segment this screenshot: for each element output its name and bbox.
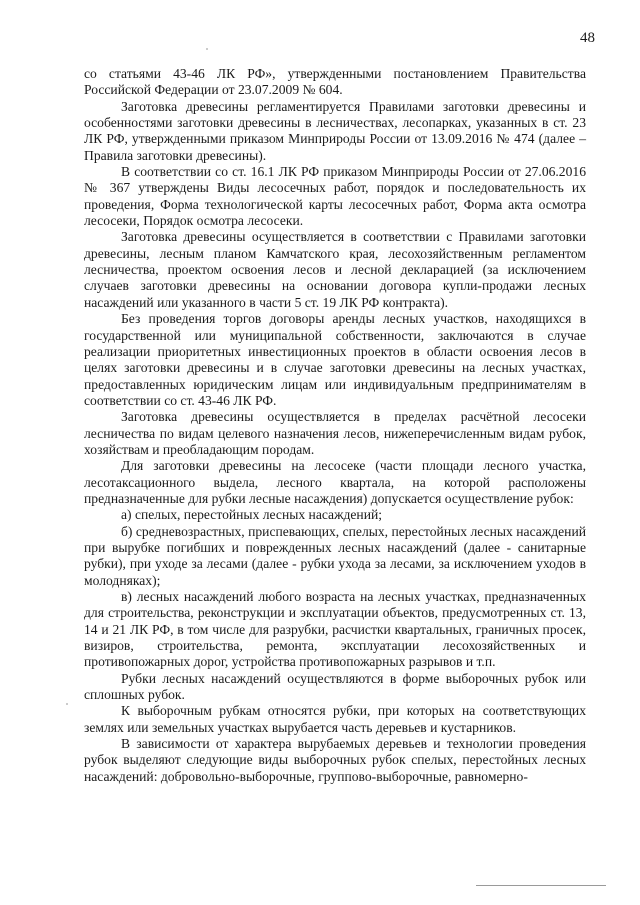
paragraph: Рубки лесных насаждений осуществляются в форме выборочных рубок или сплошных рубок. <box>84 670 586 703</box>
document-body <box>84 66 586 785</box>
list-item: в) лесных насаждений любого возраста на лесных участках, предназначенных для строительства, реконструкции и эксплуатации объектов, предусмотренных ст. 13, 14 и 21 ЛК РФ, в том числе для разрубки, расчистки квартальных, граничных просек, визиров, строительства, ремонта, эксплуатации лесохозяйственных и противопожарных дорог, устройства противопожарных разрывов и т.п. <box>84 589 586 670</box>
scan-speck <box>206 48 208 50</box>
paragraph: Заготовка древесины регламентируется Правилами заготовки древесины и особенностями заготовки древесины в лесничествах, лесопарках, указанных в ст. 23 ЛК РФ, утвержденными приказом Минприроды России от 13.09.2016 № 474 (далее – Правила заготовки древесины). <box>84 98 586 163</box>
paragraph: Заготовка древесины осуществляется в соответствии с Правилами заготовки древесины, лесным планом Камчатского края, лесохозяйственным регламентом лесничества, проектом освоения лесов и лесной декларацией (за исключением случаев заготовки древесины на основании договора купли-продажи лесных насаждений или указанного в части 5 ст. 19 ЛК РФ контракта). <box>84 229 586 310</box>
scan-speck <box>66 703 68 705</box>
page-number: 48 <box>580 30 595 46</box>
paragraph: со статьями 43-46 ЛК РФ», утвержденными постановлением Правительства Российской Федерации от 23.07.2009 № 604. <box>84 66 586 98</box>
paragraph: Без проведения торгов договоры аренды лесных участков, находящихся в государственной или муниципальной собственности, заключаются в случае реализации приоритетных инвестиционных проектов в области освоения лесов в целях заготовки древесины и в случае заготовки древесины на лесных участках, предоставленных юридическим лицам или индивидуальным предпринимателям в соответствии со ст. 43-46 ЛК РФ. <box>84 311 586 408</box>
footer-rule <box>476 885 606 886</box>
paragraph: В соответствии со ст. 16.1 ЛК РФ приказом Минприроды России от 27.06.2016 № 367 утверждены Виды лесосечных работ, порядок и последовательность их проведения, Форма технологической карты лесосечных работ, Форма акта осмотра лесосеки, Порядок осмотра лесосеки. <box>84 164 586 229</box>
paragraph: К выборочным рубкам относятся рубки, при которых на соответствующих землях или земельных участках вырубается часть деревьев и кустарников. <box>84 703 586 735</box>
paragraph: Заготовка древесины осуществляется в пределах расчётной лесосеки лесничества по видам целевого назначения лесов, нижеперечисленным видам рубок, хозяйствам и преобладающим породам. <box>84 409 586 457</box>
list-item: а) спелых, перестойных лесных насаждений; <box>121 507 383 523</box>
paragraph: В зависимости от характера вырубаемых деревьев и технологии проведения рубок выделяют следующие виды выборочных рубок спелых, перестойных лесных насаждений: добровольно-выборочные, группово-выборочные, равномерно- <box>84 736 586 784</box>
paragraph: Для заготовки древесины на лесосеке (части площади лесного участка, лесотаксационного выдела, лесного квартала, на которой расположены предназначенные для рубки лесные насаждения) допускается осуществление рубок: <box>84 458 586 506</box>
list-item: б) средневозрастных, приспевающих, спелых, перестойных лесных насаждений при вырубке погибших и поврежденных лесных насаждений (далее - санитарные рубки), при уходе за лесами (далее - рубки ухода за лесами, за исключением уходов в молодняках); <box>84 523 586 588</box>
